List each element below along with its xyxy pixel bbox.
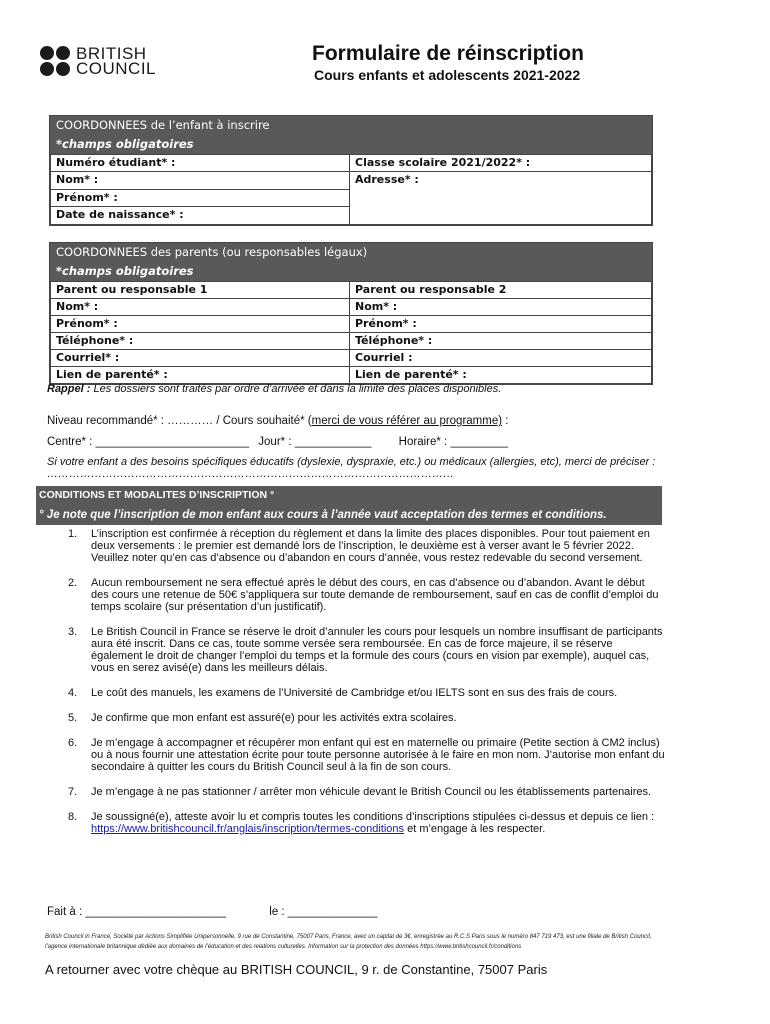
place-field[interactable]: Fait à : ______________________ — [47, 906, 227, 918]
child-fields-table — [50, 154, 652, 225]
form-title: Formulaire de réinscription — [312, 42, 584, 65]
parents-section-header: COORDONNEES des parents (ou responsables légaux) — [50, 243, 652, 262]
conditions-acceptance-note: ° Je note que l’inscription de mon enfant aux cours à l’année vaut acceptation des termes et conditions. — [39, 509, 607, 521]
required-fields-note: *champs obligatoires — [50, 135, 652, 154]
list-item: 6. Je m’engage à accompagner et récupérer mon enfant qui est en maternelle ou primaire (Petite section à CM2 inclus) ou à nous fournir une attestation écrite pour toute personne autorisée à le faire en mon nom. J’autorise mon enfant du secondaire à quitter les cours du British Council seul à la fin de son cours. — [68, 737, 665, 773]
list-item: 1. L’inscription est confirmée à réception du règlement et dans la limite des places disponibles. Pour tout paiement en deux versements : le premier est demandé lors de l’inscription, le deuxième est à verser avant le 5 février 2022. Veuillez noter qu’en cas d’absence ou d’abandon en cours d’année, vous restez redevable du second versement. — [68, 528, 650, 564]
list-item: 3. Le British Council in France se réserve le droit d’annuler les cours pour lesquels un nombre insuffisant de participants aura été inscrit. Dans ce cas, toute somme versée sera remboursée. En cas de force majeure, il se réserve également le droit de changer l’emploi du temps et la formule des cours (cours en vision par exemple), auquel cas, vous en serez avisé(e) dans les meilleurs délais. — [68, 626, 663, 674]
parent1-phone-field[interactable]: Téléphone* : — [51, 333, 350, 350]
conditions-banner — [36, 486, 662, 525]
logo-wordmark: BRITISH COUNCIL — [76, 44, 157, 78]
child-section-header: COORDONNEES de l’enfant à inscrire — [50, 116, 652, 135]
list-item: 2. Aucun remboursement ne sera effectué après le début des cours, en cas d’absence ou d’abandon. Avant le début des cours une retenue de 50€ s’appliquera sur toute demande de remboursement, sauf en cas de conflit d’emploi du temps scolaire (sur présentation d’un justificatif). — [68, 577, 659, 613]
date-field[interactable]: le : ______________ — [269, 906, 378, 918]
parent2-heading: Parent ou responsable 2 — [350, 282, 652, 299]
centre-line[interactable] — [47, 436, 508, 448]
conditions-header: CONDITIONS ET MODALITES D’INSCRIPTION ° — [39, 489, 275, 501]
list-item: 8. Je soussigné(e), atteste avoir lu et compris toutes les conditions d’inscriptions stipulées ci-dessus et depuis ce lien : https://www.britishcouncil.fr/anglais/inscription/termes-conditions et m’engage à les respecter. — [68, 811, 655, 835]
parent1-lastname-field[interactable]: Nom* : — [51, 299, 350, 316]
parent2-firstname-field[interactable]: Prénom* : — [350, 316, 652, 333]
return-instructions: A retourner avec votre chèque au BRITISH COUNCIL, 9 r. de Constantine, 75007 Paris — [45, 962, 548, 977]
signature-line — [47, 906, 377, 918]
list-item: 4. Le coût des manuels, les examens de l’Université de Cambridge et/ou IELTS sont en sus des frais de cours. — [68, 687, 618, 699]
parent1-relationship-field[interactable]: Lien de parenté* : — [51, 367, 350, 384]
list-item: 7. Je m’engage à ne pas stationner / arrêter mon véhicule devant le British Council ou les établissements partenaires. — [68, 786, 652, 798]
legal-notice: British Council in France, Société par Actions Simplifiée Unipersonnelle, 9 rue de Constantine, 75007 Paris, France, avec un capital de 3€, enregistrée au R.C.S Paris sous le numéro 847 719 473, est une filiale de British Council, l’agence internationale britannique dédiée aux domaines de l’éducation et des relations culturelles. Information sur la protection des données https://www.britishcouncil.fr/conditions — [45, 934, 652, 950]
address-field[interactable]: Adresse* : — [350, 172, 652, 225]
school-class-field[interactable]: Classe scolaire 2021/2022* : — [350, 155, 652, 172]
centre-field[interactable]: Centre* : ________________________ — [47, 436, 250, 448]
student-number-field[interactable]: Numéro étudiant* : — [51, 155, 350, 172]
parent1-email-field[interactable]: Courriel* : — [51, 350, 350, 367]
child-lastname-field[interactable]: Nom* : — [51, 172, 350, 190]
parent2-lastname-field[interactable]: Nom* : — [350, 299, 652, 316]
parents-details-section — [49, 242, 653, 385]
reminder-note: Rappel : Les dossiers sont traités par ordre d’arrivée et dans la limite des places disponibles. — [47, 383, 502, 395]
child-details-section — [49, 115, 653, 226]
terms-conditions-link[interactable]: https://www.britishcouncil.fr/anglais/inscription/termes-conditions — [91, 823, 405, 835]
parents-fields-table — [50, 281, 652, 384]
schedule-field[interactable]: Horaire* : _________ — [398, 436, 509, 448]
special-needs-field[interactable]: Si votre enfant a des besoins spécifiques éducatifs (dyslexie, dyspraxie, etc.) ou médicaux (allergies, etc), merci de préciser : ………………………………………………………………………………………………… — [47, 456, 656, 480]
required-fields-note: *champs obligatoires — [50, 262, 652, 281]
birthdate-field[interactable]: Date de naissance* : — [51, 207, 350, 225]
list-item: 5. Je confirme que mon enfant est assuré(e) pour les activités extra scolaires. — [68, 712, 457, 724]
form-subtitle: Cours enfants et adolescents 2021-2022 — [314, 67, 581, 83]
british-council-logo — [40, 44, 156, 78]
terms-list — [50, 528, 665, 848]
parent2-email-field[interactable]: Courriel : — [350, 350, 652, 367]
day-field[interactable]: Jour* : ____________ — [258, 436, 372, 448]
parent1-firstname-field[interactable]: Prénom* : — [51, 316, 350, 333]
child-firstname-field[interactable]: Prénom* : — [51, 189, 350, 207]
logo-dots-icon — [40, 46, 70, 76]
level-course-line[interactable]: Niveau recommandé* : ………… / Cours souhaité* (merci de vous référer au programme) : — [47, 415, 509, 427]
parent1-heading: Parent ou responsable 1 — [51, 282, 350, 299]
parent2-phone-field[interactable]: Téléphone* : — [350, 333, 652, 350]
parent2-relationship-field[interactable]: Lien de parenté* : — [350, 367, 652, 384]
